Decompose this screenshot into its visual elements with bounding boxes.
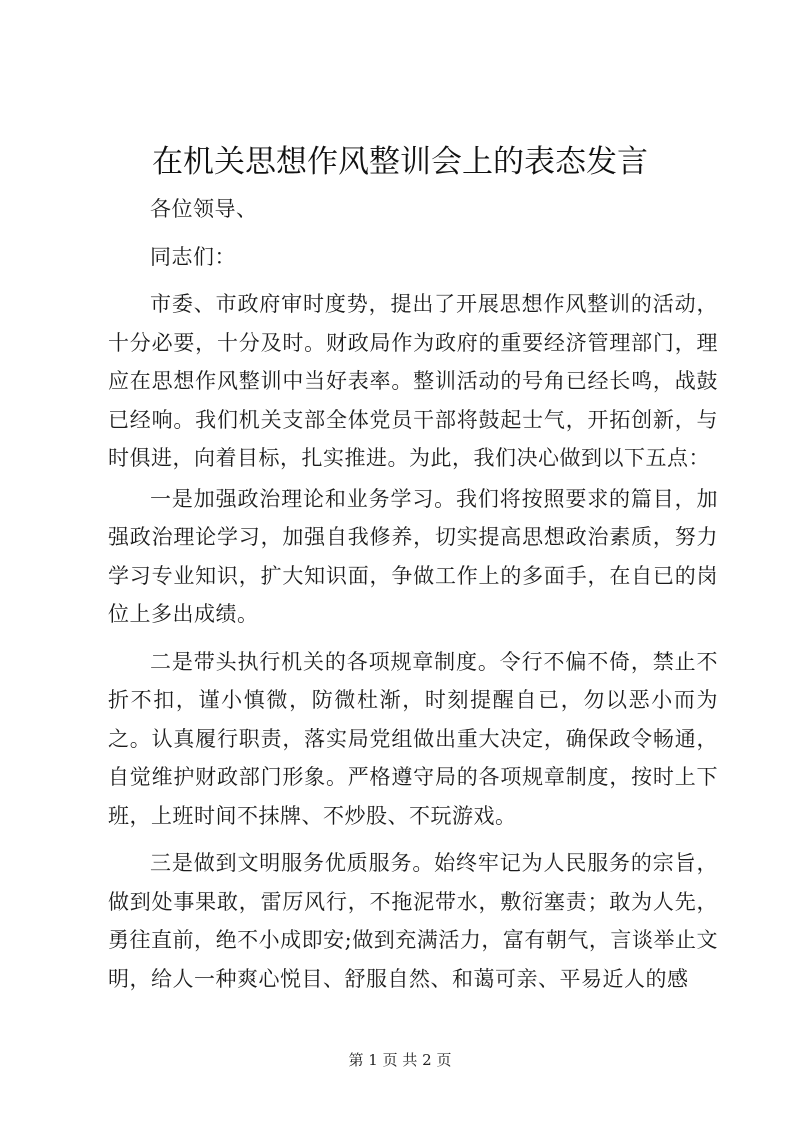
document-title: 在机关思想作风整训会上的表态发言 [152,144,648,180]
salutation-line-2: 同志们： [150,244,236,269]
body-paragraph-4: 三是做到文明服务优质服务。始终牢记为人民服务的宗旨，做到处事果敢，雷厉风行，不拖泥带水，敷衍塞责；敢为人先，勇往直前，绝不小成即安;做到充满活力，富有朝气，言谈举止文明，给人一种爽心悦目、舒服自然、和蔼可亲、平易近人的感 [108,851,718,991]
body-paragraph-1: 市委、市政府审时度势，提出了开展思想作风整训的活动，十分必要，十分及时。财政局作为政府的重要经济管理部门，理应在思想作风整训中当好表率。整训活动的号角已经长鸣，战鼓已经响。我们机关支部全体党员干部将鼓起士气，开拓创新，与时俱进，向着目标，扎实推进。为此，我们决心做到以下五点： [108,292,718,470]
page-footer: 第 1 页 共 2 页 [348,1051,452,1069]
document-body [108,190,718,998]
salutation-line-1: 各位领导、 [150,197,258,221]
body-paragraph-2: 一是加强政治理论和业务学习。我们将按照要求的篇目，加强政治理论学习，加强自我修养，切实提高思想政治素质，努力学习专业知识，扩大知识面，争做工作上的多面手，在自已的岗位上多出成绩。 [108,486,718,626]
body-paragraph-3: 二是带头执行机关的各项规章制度。令行不偏不倚，禁止不折不扣，谨小慎微，防微杜渐，时刻提醒自已，勿以恶小而为之。认真履行职责，落实局党组做出重大决定，确保政令畅通，自觉维护财政部门形象。严格遵守局的各项规章制度，按时上下班，上班时间不抹牌、不炒股、不玩游戏。 [108,649,718,828]
